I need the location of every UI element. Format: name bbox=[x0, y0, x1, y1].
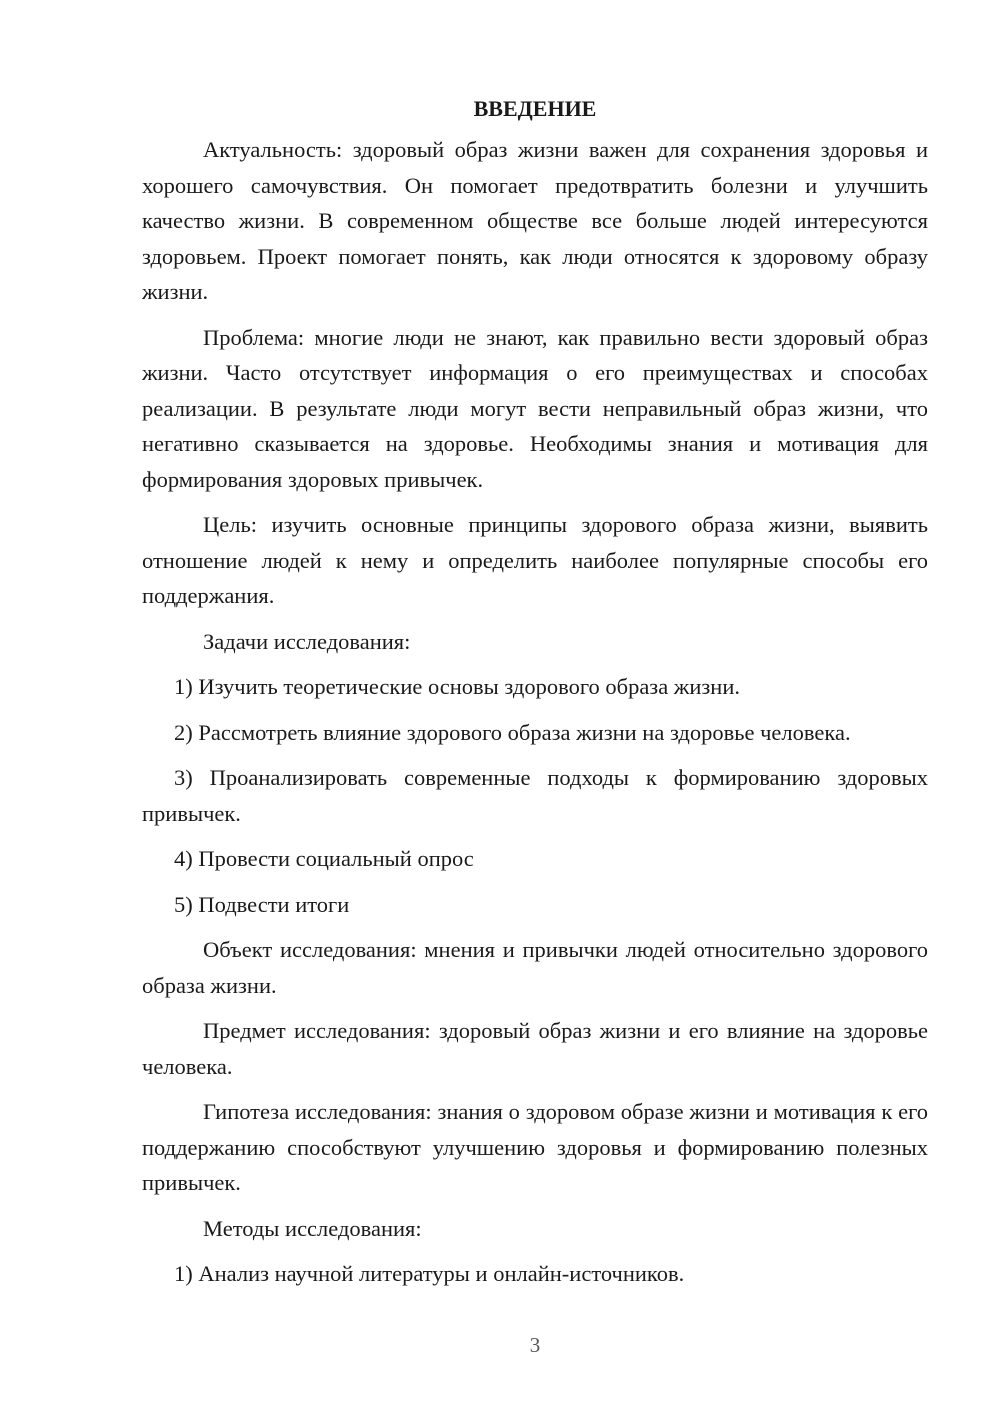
subject-paragraph: Предмет исследования: здоровый образ жизни и его влияние на здоровье человека. bbox=[142, 1018, 928, 1079]
hypothesis-paragraph: Гипотеза исследования: знания о здоровом образе жизни и мотивация к его поддержанию способствуют улучшению здоровья и формированию полезных привычек. bbox=[142, 1099, 928, 1195]
object-paragraph: Объект исследования: мнения и привычки людей относительно здорового образа жизни. bbox=[142, 937, 928, 998]
tasks-heading: Задачи исследования: bbox=[203, 628, 411, 654]
page-number: 3 bbox=[529, 1333, 541, 1357]
document-page bbox=[142, 92, 928, 1302]
task-item-3: 3) Проанализировать современные подходы к формированию здоровых привычек. bbox=[142, 765, 928, 826]
methods-heading: Методы исследования: bbox=[203, 1215, 422, 1241]
task-item-4: 4) Провести социальный опрос bbox=[174, 846, 474, 871]
relevance-paragraph: Актуальность: здоровый образ жизни важен для сохранения здоровья и хорошего самочувствия. Он помогает предотвратить болезни и улучшить качество жизни. В современном обществе все больше людей интересуются здоровьем. Проект помогает понять, как люди относятся к здоровому образу жизни. bbox=[142, 137, 928, 304]
task-item-1: 1) Изучить теоретические основы здорового образа жизни. bbox=[174, 674, 740, 699]
goal-paragraph: Цель: изучить основные принципы здорового образа жизни, выявить отношение людей к нему и определить наиболее популярные способы его поддержания. bbox=[142, 512, 928, 608]
problem-paragraph: Проблема: многие люди не знают, как правильно вести здоровый образ жизни. Часто отсутствует информация о его преимуществах и способах реализации. В результате люди могут вести неправильный образ жизни, что негативно сказывается на здоровье. Необходимы знания и мотивация для формирования здоровых привычек. bbox=[142, 324, 928, 492]
page-title: ВВЕДЕНИЕ bbox=[473, 96, 597, 121]
method-item-1: 1) Анализ научной литературы и онлайн-источников. bbox=[174, 1261, 685, 1286]
task-item-2: 2) Рассмотреть влияние здорового образа жизни на здоровье человека. bbox=[174, 719, 851, 745]
task-item-5: 5) Подвести итоги bbox=[174, 891, 350, 917]
